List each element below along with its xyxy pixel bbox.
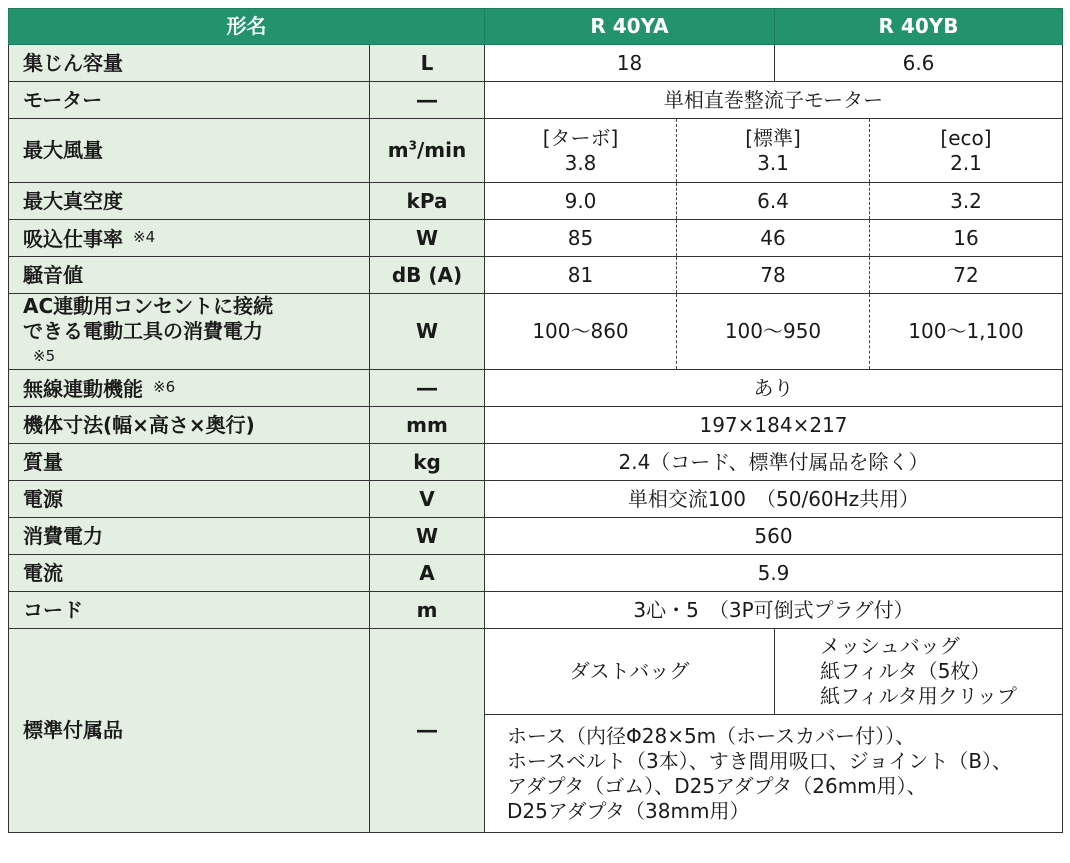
row-accessories <box>9 629 1063 715</box>
row-wireless <box>9 370 1063 407</box>
value-current: 5.9 <box>485 555 1063 592</box>
label-accessories: 標準付属品 <box>9 629 370 833</box>
value-noise-3: 72 <box>870 257 1063 294</box>
unit-vacuum: kPa <box>370 183 485 220</box>
row-current <box>9 555 1063 592</box>
unit-current: A <box>370 555 485 592</box>
row-power-consumption <box>9 518 1063 555</box>
label-mass: 質量 <box>9 444 370 481</box>
label-cord: コード <box>9 592 370 629</box>
unit-capacity: L <box>370 45 485 82</box>
label-vacuum: 最大真空度 <box>9 183 370 220</box>
value-motor: 単相直巻整流子モーター <box>485 82 1063 119</box>
unit-cord: m <box>370 592 485 629</box>
unit-airflow-sup: 3 <box>408 138 417 153</box>
unit-mass: kg <box>370 444 485 481</box>
value-noise-2: 78 <box>677 257 870 294</box>
value-accessories-common: ホース（内径Φ28×5m（ホースカバー付））、 ホースベルト（3本）、すき間用吸口、ジョイント（B）、 アダプタ（ゴム）、D25アダプタ（26mm用）、 D25アダプタ（38mm用） <box>485 715 1063 833</box>
value-outlet-2: 100〜950 <box>677 294 870 370</box>
row-cord <box>9 592 1063 629</box>
unit-wireless: ― <box>370 370 485 407</box>
row-dimensions <box>9 407 1063 444</box>
value-dimensions: 197×184×217 <box>485 407 1063 444</box>
value-airflow-standard: [標準] 3.1 <box>677 119 870 183</box>
value-mass: 2.4（コード、標準付属品を除く） <box>485 444 1063 481</box>
row-outlet <box>9 294 1063 370</box>
row-vacuum <box>9 183 1063 220</box>
row-noise <box>9 257 1063 294</box>
value-airflow-turbo: [ターボ] 3.8 <box>485 119 677 183</box>
value-wireless: あり <box>485 370 1063 407</box>
value-accessories-yb: メッシュバッグ 紙フィルタ（5枚） 紙フィルタ用クリップ <box>775 629 1063 715</box>
value-capacity-yb: 6.6 <box>775 45 1063 82</box>
row-airflow <box>9 119 1063 183</box>
label-airflow: 最大風量 <box>9 119 370 183</box>
value-vacuum-3: 3.2 <box>870 183 1063 220</box>
value-cord: 3心・5 （3P可倒式プラグ付） <box>485 592 1063 629</box>
label-dimensions: 機体寸法(幅×高さ×奥行) <box>9 407 370 444</box>
unit-dimensions: mm <box>370 407 485 444</box>
header-r40ya: R 40YA <box>485 9 775 45</box>
row-power-source <box>9 481 1063 518</box>
value-suction-2: 46 <box>677 220 870 257</box>
label-suction: 吸込仕事率 $^{※4}$ <box>9 220 370 257</box>
value-suction-1: 85 <box>485 220 677 257</box>
unit-airflow-rest: /min <box>416 138 467 162</box>
value-suction-3: 16 <box>870 220 1063 257</box>
value-power-consumption: 560 <box>485 518 1063 555</box>
row-mass <box>9 444 1063 481</box>
label-outlet: AC連動用コンセントに接続 できる電動工具の消費電力 ※5 <box>9 294 370 370</box>
unit-airflow <box>370 119 485 183</box>
value-airflow-eco: [eco] 2.1 <box>870 119 1063 183</box>
unit-outlet: W <box>370 294 485 370</box>
note-5: ※5 <box>33 347 56 365</box>
unit-power-source: V <box>370 481 485 518</box>
value-vacuum-2: 6.4 <box>677 183 870 220</box>
label-wireless: 無線連動機能 $^{※6}$ <box>9 370 370 407</box>
value-accessories-ya: ダストバッグ <box>485 629 775 715</box>
header-row <box>9 9 1063 45</box>
label-motor: モーター <box>9 82 370 119</box>
unit-suction: W <box>370 220 485 257</box>
label-power-consumption: 消費電力 <box>9 518 370 555</box>
spec-table <box>8 8 1063 833</box>
note-4: ※4 <box>133 227 156 246</box>
value-noise-1: 81 <box>485 257 677 294</box>
unit-motor: ― <box>370 82 485 119</box>
row-motor <box>9 82 1063 119</box>
header-model: 形名 <box>9 9 485 45</box>
unit-noise: dB (A) <box>370 257 485 294</box>
value-capacity-ya: 18 <box>485 45 775 82</box>
unit-accessories: ― <box>370 629 485 833</box>
value-outlet-1: 100〜860 <box>485 294 677 370</box>
value-outlet-3: 100〜1,100 <box>870 294 1063 370</box>
label-power-source: 電源 <box>9 481 370 518</box>
header-r40yb: R 40YB <box>775 9 1063 45</box>
label-noise: 騒音値 <box>9 257 370 294</box>
label-current: 電流 <box>9 555 370 592</box>
unit-power-consumption: W <box>370 518 485 555</box>
row-suction <box>9 220 1063 257</box>
note-6: ※6 <box>153 377 176 396</box>
value-vacuum-1: 9.0 <box>485 183 677 220</box>
row-capacity <box>9 45 1063 82</box>
value-power-source: 単相交流100 （50/60Hz共用） <box>485 481 1063 518</box>
unit-airflow-base: m <box>387 138 409 162</box>
label-capacity: 集じん容量 <box>9 45 370 82</box>
